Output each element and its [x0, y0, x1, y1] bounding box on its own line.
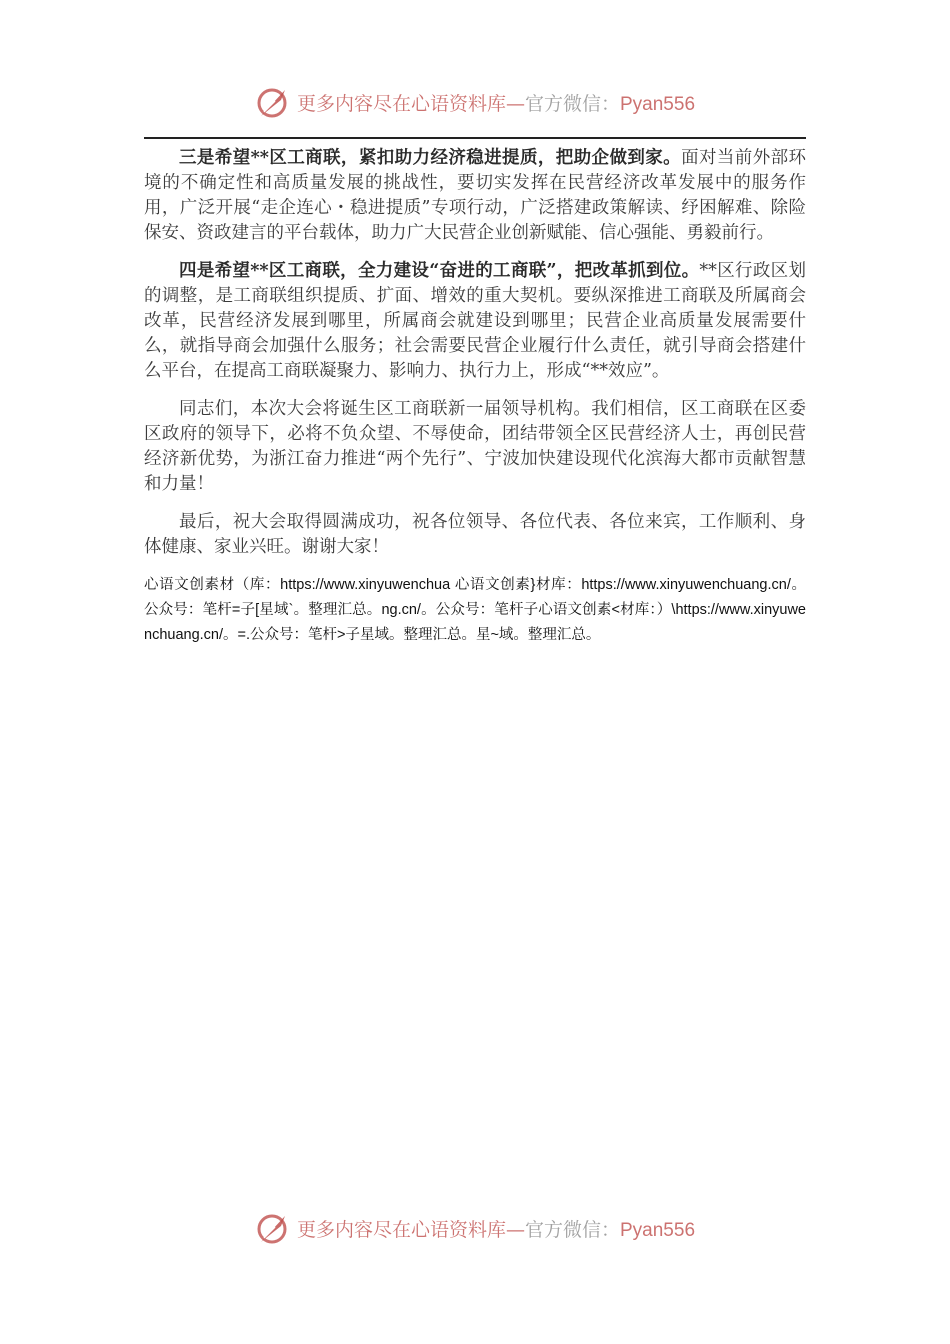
header-banner-wx: 官方微信： — [524, 92, 620, 115]
paragraph-2-heading: 四是希望**区工商联，全力建设“奋进的工商联”，把改革抓到位。 — [179, 261, 700, 281]
footer-banner-main: 更多内容尽在心语资料库— — [296, 1218, 525, 1241]
paragraph-4 — [144, 510, 806, 560]
paragraph-1 — [144, 146, 806, 246]
footer-banner-text — [297, 1215, 695, 1242]
quill-logo-icon — [255, 1210, 291, 1246]
paragraph-1-text: 面对当前外部环境的不确定性和高质量发展的挑战性，要切实发挥在民营经济改革发展中的服务作用，广泛开展“走企连心・稳进提质”专项行动，广泛搭建政策解读、纾困解难、除险保安、资政建言的平台载体，助力广大民营企业创新赋能、信心强能、勇毅前行。 — [144, 148, 806, 243]
quill-logo-icon — [255, 84, 291, 120]
paragraph-4-text: 最后，祝大会取得圆满成功，祝各位领导、各位代表、各位来宾，工作顺利、身体健康、家业兴旺。谢谢大家！ — [144, 512, 806, 557]
header-banner-main: 更多内容尽在心语资料库— — [296, 92, 525, 115]
footer-banner-id: Pyan556 — [620, 1219, 696, 1241]
header-banner-id: Pyan556 — [620, 93, 696, 115]
header-banner-text — [297, 89, 695, 116]
source-note: 心语文创素材（库：https://www.xinyuwenchua 心语文创素}材库：https://www.xinyuwenchuang.cn/。公众号：笔杆=子[星域`。整理汇总。ng.cn/。公众号：笔杆子心语文创素<材库：）\https://www.xinyuwenchuang.cn/。=.公众号：笔杆>子星域。整理汇总。星~域。整理汇总。 — [144, 577, 806, 643]
paragraph-1-heading: 三是希望**区工商联，紧扣助力经济稳进提质，把助企做到家。 — [179, 148, 682, 168]
paragraph-3 — [144, 397, 806, 497]
footer-banner-wx: 官方微信： — [524, 1218, 620, 1241]
header-banner — [0, 84, 950, 120]
paragraph-3-text: 同志们，本次大会将诞生区工商联新一届领导机构。我们相信，区工商联在区委区政府的领导下，必将不负众望、不辱使命，团结带领全区民营经济人士，再创民营经济新优势，为浙江奋力推进“两个先行”、宁波加快建设现代化滨海大都市贡献智慧和力量！ — [144, 399, 806, 494]
paragraph-2 — [144, 259, 806, 384]
footer-banner — [0, 1210, 950, 1246]
paragraph-2-text: **区行政区划的调整，是工商联组织提质、扩面、增效的重大契机。要纵深推进工商联及所属商会改革，民营经济发展到哪里，所属商会就建设到哪里；民营企业高质量发展需要什么，就指导商会加强什么服务；社会需要民营企业履行什么责任，就引导商会搭建什么平台，在提高工商联凝聚力、影响力、执行力上，形成“**效应”。 — [144, 261, 807, 381]
header-divider — [144, 137, 806, 139]
document-body — [144, 146, 806, 648]
